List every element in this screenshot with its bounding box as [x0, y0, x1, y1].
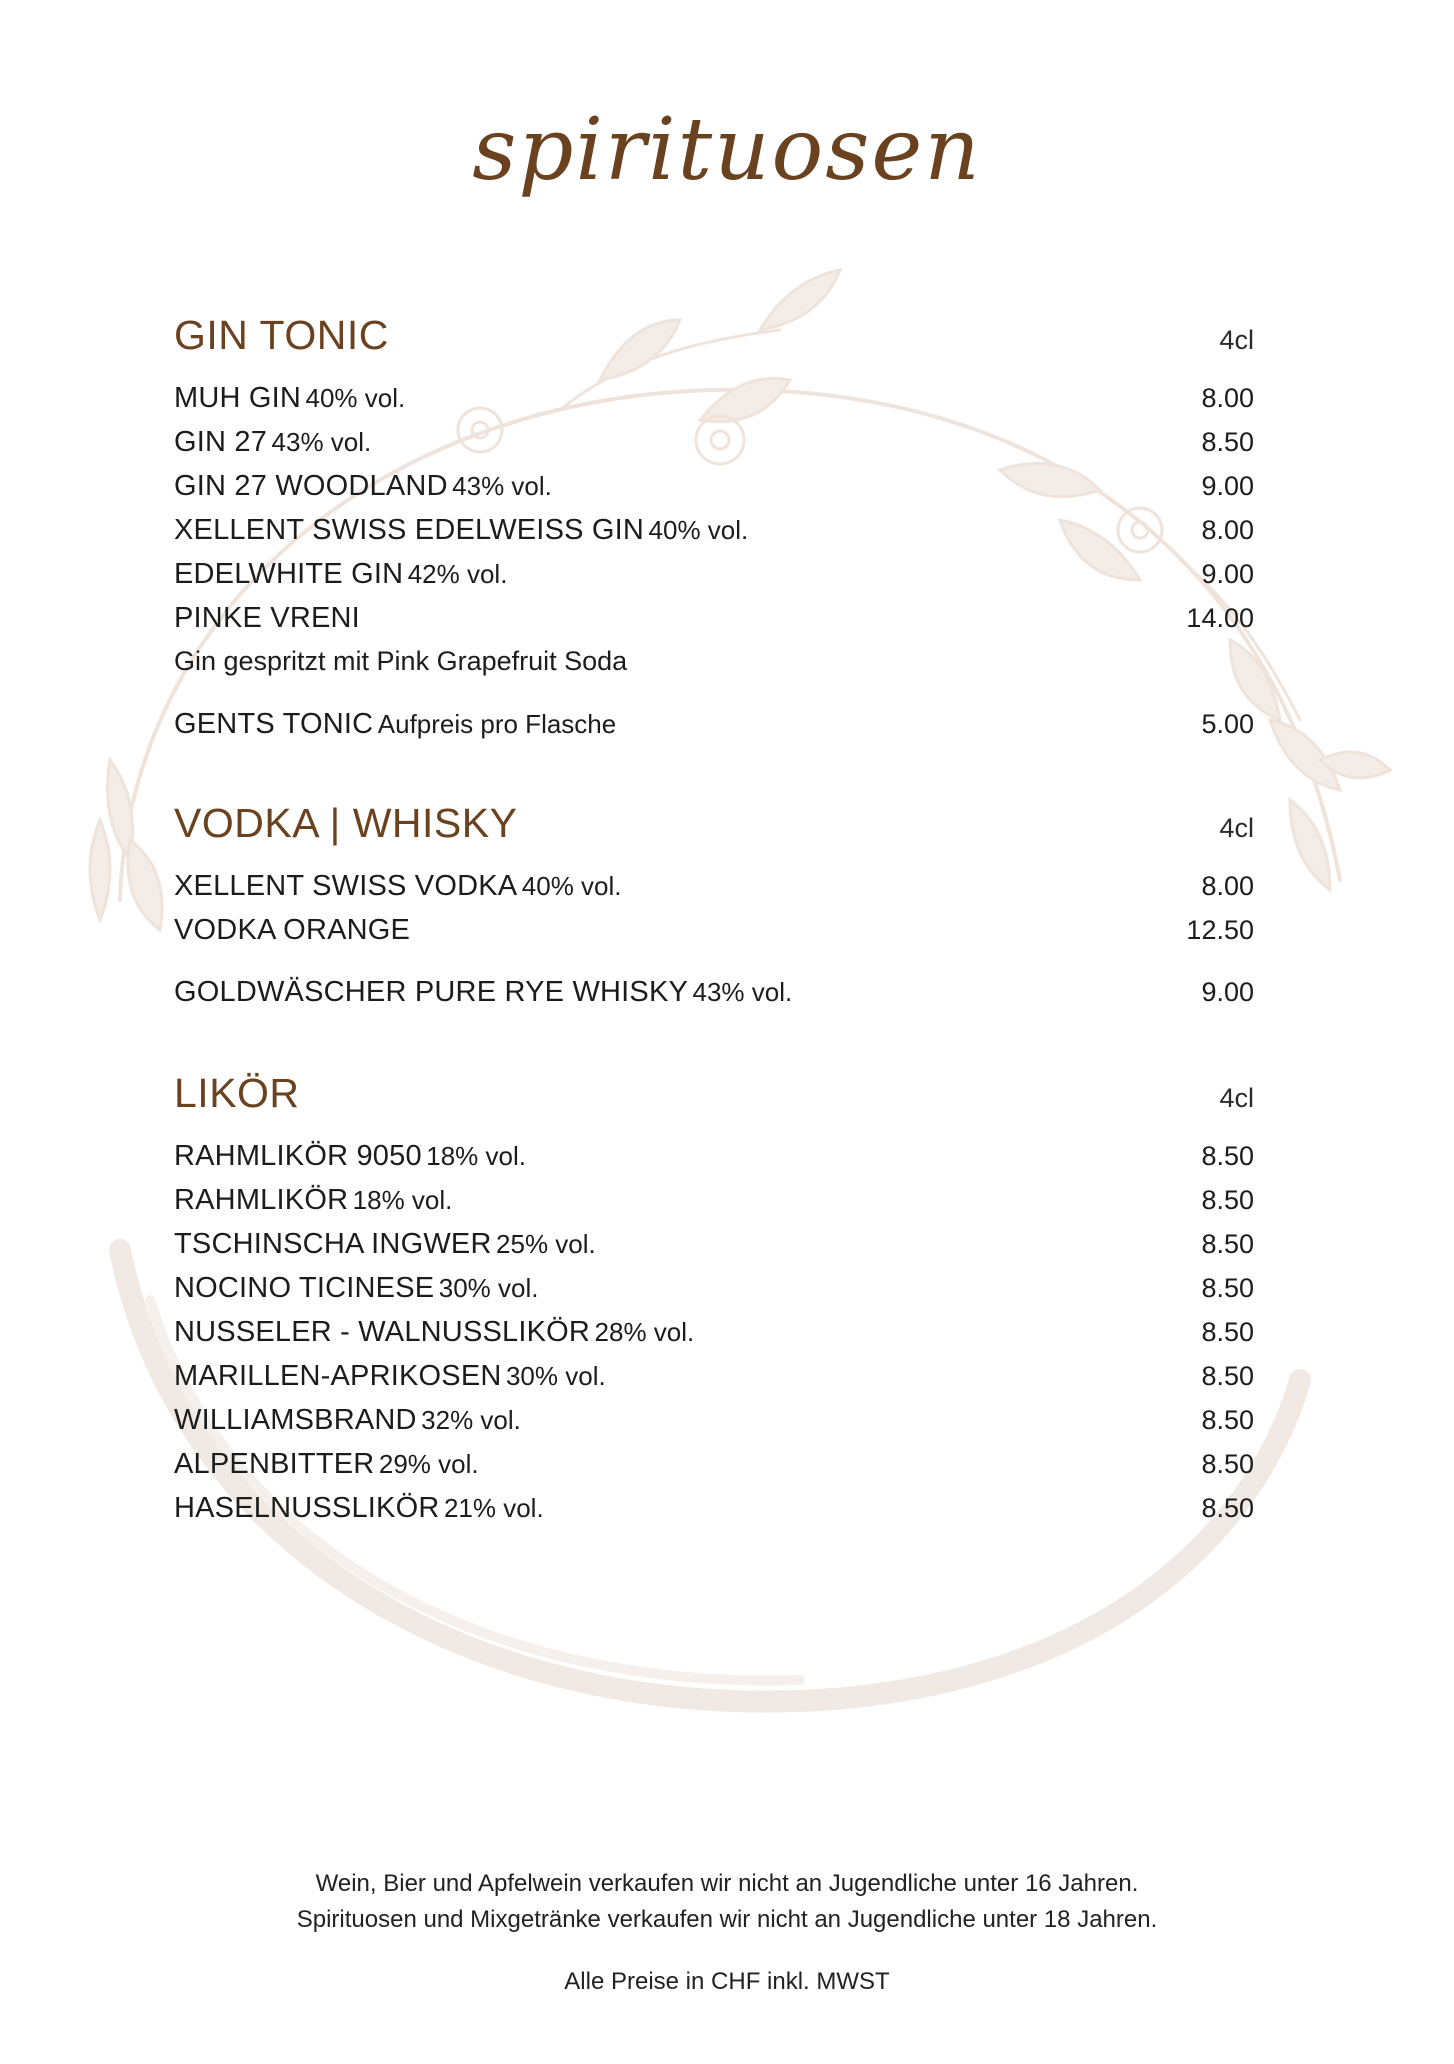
- age-notice-line-2: Spirituosen und Mixgetränke verkaufen wir nicht an Jugendliche unter 18 Jahren.: [296, 1906, 1158, 1933]
- menu-item: [174, 426, 1260, 470]
- menu-item: [174, 1360, 1260, 1404]
- item-detail: 21% vol.: [443, 1493, 544, 1523]
- page-title: spirituosen: [472, 100, 982, 200]
- item-list: [174, 1140, 1260, 1536]
- menu-item: [174, 558, 1260, 602]
- item-price: 8.50: [1201, 1317, 1254, 1347]
- item-detail: 43% vol.: [692, 977, 793, 1007]
- item-price: 8.50: [1201, 1493, 1254, 1523]
- item-detail: 40% vol.: [305, 383, 406, 413]
- price-notice: Alle Preise in CHF inkl. MWST: [564, 1968, 890, 1995]
- item-name: XELLENT SWISS VODKA: [174, 870, 518, 902]
- item-name: VODKA ORANGE: [174, 914, 411, 946]
- item-price: 5.00: [1201, 709, 1254, 739]
- menu-item: [174, 1140, 1260, 1184]
- item-name: MARILLEN-APRIKOSEN: [174, 1360, 502, 1392]
- menu-item: [174, 1228, 1260, 1272]
- menu-item: [174, 602, 1260, 646]
- item-detail: 29% vol.: [378, 1449, 479, 1479]
- item-price: 12.50: [1186, 915, 1254, 945]
- menu-item: [174, 514, 1260, 558]
- item-price: 9.00: [1201, 471, 1254, 501]
- section-vodka-whisky: [174, 800, 1260, 1020]
- item-name: GENTS TONIC: [174, 708, 374, 740]
- menu-item: [174, 1492, 1260, 1536]
- age-notice-line-1: Wein, Bier und Apfelwein verkaufen wir nicht an Jugendliche unter 16 Jahren.: [315, 1870, 1139, 1897]
- item-name: HASELNUSSLIKÖR: [174, 1492, 440, 1524]
- item-price: 9.00: [1201, 559, 1254, 589]
- item-detail: 32% vol.: [421, 1405, 521, 1435]
- item-price: 8.50: [1201, 1405, 1254, 1435]
- item-name: RAHMLIKÖR: [174, 1184, 349, 1216]
- menu-item: [174, 470, 1260, 514]
- item-price: 8.50: [1201, 1185, 1254, 1215]
- section-unit: 4cl: [1219, 813, 1254, 843]
- item-name: GIN 27: [174, 426, 268, 458]
- menu-item: [174, 870, 1260, 914]
- item-price: 8.50: [1201, 1141, 1254, 1171]
- section-header: [174, 312, 1260, 372]
- item-name: RAHMLIKÖR 9050: [174, 1140, 422, 1172]
- item-name: XELLENT SWISS EDELWEISS GIN: [174, 514, 645, 546]
- item-name: NUSSELER - WALNUSSLIKÖR: [174, 1316, 591, 1348]
- item-detail: 43% vol.: [452, 471, 552, 501]
- menu-item: [174, 1184, 1260, 1228]
- item-detail: 25% vol.: [496, 1229, 596, 1259]
- item-list: [174, 870, 1260, 1020]
- menu-item: [174, 708, 1260, 752]
- section-title: GIN TONIC: [174, 312, 389, 358]
- item-detail: Aufpreis pro Flasche: [377, 709, 617, 739]
- item-detail: 42% vol.: [407, 559, 508, 589]
- section-header: [174, 800, 1260, 860]
- menu-item: [174, 976, 1260, 1020]
- item-price: 8.50: [1201, 427, 1254, 457]
- menu-item: [174, 1272, 1260, 1316]
- section-title: VODKA | WHISKY: [174, 800, 518, 846]
- item-name: WILLIAMSBRAND: [174, 1404, 417, 1436]
- item-detail: 18% vol.: [426, 1141, 526, 1171]
- section-gin-tonic: [174, 312, 1260, 752]
- item-name: MUH GIN: [174, 382, 302, 414]
- item-name: PINKE VRENI: [174, 602, 360, 634]
- item-detail: 40% vol.: [648, 515, 749, 545]
- menu-item: [174, 382, 1260, 426]
- item-name: GOLDWÄSCHER PURE RYE WHISKY: [174, 976, 689, 1008]
- item-name: GIN 27 WOODLAND: [174, 470, 448, 502]
- item-detail: 40% vol.: [521, 871, 622, 901]
- item-price: 8.00: [1201, 871, 1254, 901]
- item-detail: 30% vol.: [505, 1361, 606, 1391]
- item-price: 8.50: [1201, 1229, 1254, 1259]
- section-unit: 4cl: [1219, 1083, 1254, 1113]
- item-name: EDELWHITE GIN: [174, 558, 404, 590]
- item-detail: 43% vol.: [271, 427, 372, 457]
- section-header: [174, 1070, 1260, 1130]
- item-price: 8.50: [1201, 1273, 1254, 1303]
- item-name: ALPENBITTER: [174, 1448, 375, 1480]
- item-price: 8.50: [1201, 1449, 1254, 1479]
- item-note: Gin gespritzt mit Pink Grapefruit Soda: [174, 646, 628, 676]
- section-unit: 4cl: [1219, 325, 1254, 355]
- section-title: LIKÖR: [174, 1070, 300, 1116]
- section-likoer: [174, 1070, 1260, 1536]
- item-detail: 28% vol.: [594, 1317, 695, 1347]
- menu-item: [174, 914, 1260, 958]
- item-price: 8.50: [1201, 1361, 1254, 1391]
- item-price: 8.00: [1201, 515, 1254, 545]
- item-price: 9.00: [1201, 977, 1254, 1007]
- menu-item: [174, 1316, 1260, 1360]
- item-name: TSCHINSCHA INGWER: [174, 1228, 492, 1260]
- menu-item: [174, 1448, 1260, 1492]
- menu-item: [174, 1404, 1260, 1448]
- item-detail: 18% vol.: [352, 1185, 453, 1215]
- item-price: 8.00: [1201, 383, 1254, 413]
- item-detail: 30% vol.: [438, 1273, 539, 1303]
- item-price: 14.00: [1186, 603, 1254, 633]
- item-name: NOCINO TICINESE: [174, 1272, 435, 1304]
- item-list: [174, 382, 1260, 752]
